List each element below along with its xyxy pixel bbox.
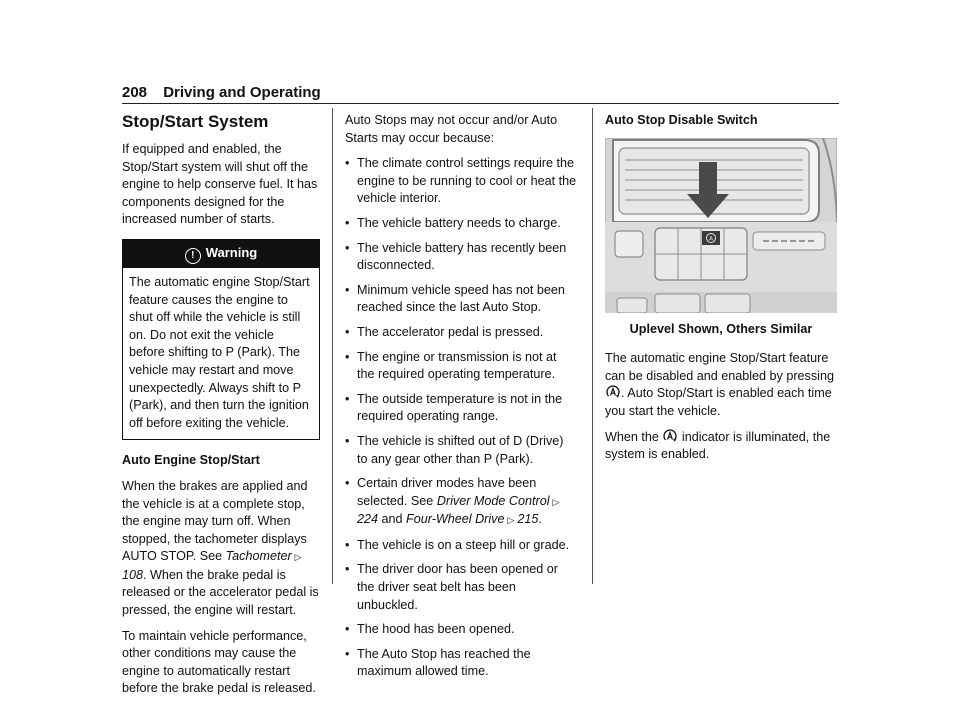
header-rule: [122, 103, 839, 104]
list-item: • Minimum vehicle speed has not been reached since the last Auto Stop.: [345, 282, 577, 317]
warning-box: [122, 239, 320, 440]
column-divider-1: [332, 108, 333, 584]
running-header: [122, 84, 321, 101]
list-item: • The hood has been opened.: [345, 621, 577, 639]
paragraph-indicator: When the indicator is illuminated, the system is enabled.: [605, 429, 831, 462]
conditions-intro: Auto Stops may not occur and/or Auto Starts may occur because:: [345, 113, 558, 145]
list-item: • The accelerator pedal is pressed.: [345, 324, 577, 342]
switch-panel-photo: [605, 138, 837, 313]
list-item: • Certain driver modes have been selected. See Driver Mode Control ▷224 and Four-Wheel Drive ▷ 215.: [345, 475, 577, 530]
section-title: Driving and Operating: [163, 84, 321, 101]
column-2: [345, 112, 577, 688]
xref-tachometer[interactable]: Tachometer: [225, 549, 292, 564]
warning-header: [123, 240, 319, 268]
section-heading: Stop/Start System: [122, 112, 269, 131]
subheading-auto-engine: Auto Engine Stop/Start: [122, 453, 260, 468]
page-reference-arrow-icon: ▷: [294, 552, 302, 563]
list-item: • The engine or transmission is not at the required operating temperature.: [345, 349, 577, 384]
list-item: • The vehicle battery needs to charge.: [345, 215, 577, 233]
warning-text: The automatic engine Stop/Start feature causes the engine to shut off while the vehicle is still on. Do not exit the vehicle before shifting to P (Park). The vehicle may restart and move unexpectedly. Always shift to P (Park), and then turn the ignition off before exiting the vehicle.: [129, 274, 310, 430]
auto-stop-a-icon: [663, 429, 677, 443]
intro-paragraph: If equipped and enabled, the Stop/Start system will shut off the engine to help conserve fuel. It has components designed for the increased number of starts.: [122, 142, 318, 227]
paragraph-disable: The automatic engine Stop/Start feature can be disabled and enabled by pressing . Auto Stop/Start is enabled each time you start the vehicle.: [605, 351, 834, 418]
paragraph-restart: To maintain vehicle performance, other conditions may cause the engine to automatically restart before the brake pedal is released.: [122, 628, 316, 696]
column-divider-2: [592, 108, 593, 584]
auto-stop-a-icon: [606, 385, 620, 399]
page-reference-arrow-icon: ▷: [507, 515, 515, 526]
xref-page-215[interactable]: 215: [517, 512, 539, 527]
paragraph-auto-stop: When the brakes are applied and the vehicle is at a complete stop, the engine may turn off. When stopped, the tachometer displays AUTO STOP. See Tachometer ▷108. When the brake pedal is released or the accelerator pedal is pressed, the engine will restart.: [122, 478, 319, 618]
page-number: 208: [122, 84, 148, 101]
xref-four-wheel-drive[interactable]: Four-Wheel Drive: [406, 512, 505, 527]
xref-page-224[interactable]: 224: [357, 512, 379, 527]
list-item: • The outside temperature is not in the required operating range.: [345, 391, 577, 426]
page-reference-arrow-icon: ▷: [552, 496, 560, 507]
xref-driver-mode-control[interactable]: Driver Mode Control: [436, 493, 550, 508]
xref-page-108[interactable]: 108: [122, 567, 144, 582]
list-item: • The climate control settings require the engine to be running to cool or heat the vehicle interior.: [345, 155, 577, 208]
exclamation-circle-icon: !: [185, 248, 201, 264]
list-item: • The vehicle is on a steep hill or grade.: [345, 537, 577, 555]
conditions-list: [345, 155, 577, 681]
list-item: • The vehicle battery has recently been disconnected.: [345, 240, 577, 275]
list-item: • The Auto Stop has reached the maximum allowed time.: [345, 646, 577, 681]
photo-caption: Uplevel Shown, Others Similar: [629, 321, 813, 336]
list-item: • The driver door has been opened or the driver seat belt has been unbuckled.: [345, 561, 577, 614]
list-item: • The vehicle is shifted out of D (Drive) to any gear other than P (Park).: [345, 433, 577, 468]
warning-label: Warning: [205, 244, 258, 260]
subheading-disable-switch: Auto Stop Disable Switch: [605, 113, 758, 127]
column-3: [605, 112, 837, 472]
svg-text:A: A: [708, 235, 714, 243]
column-1: [122, 112, 320, 706]
